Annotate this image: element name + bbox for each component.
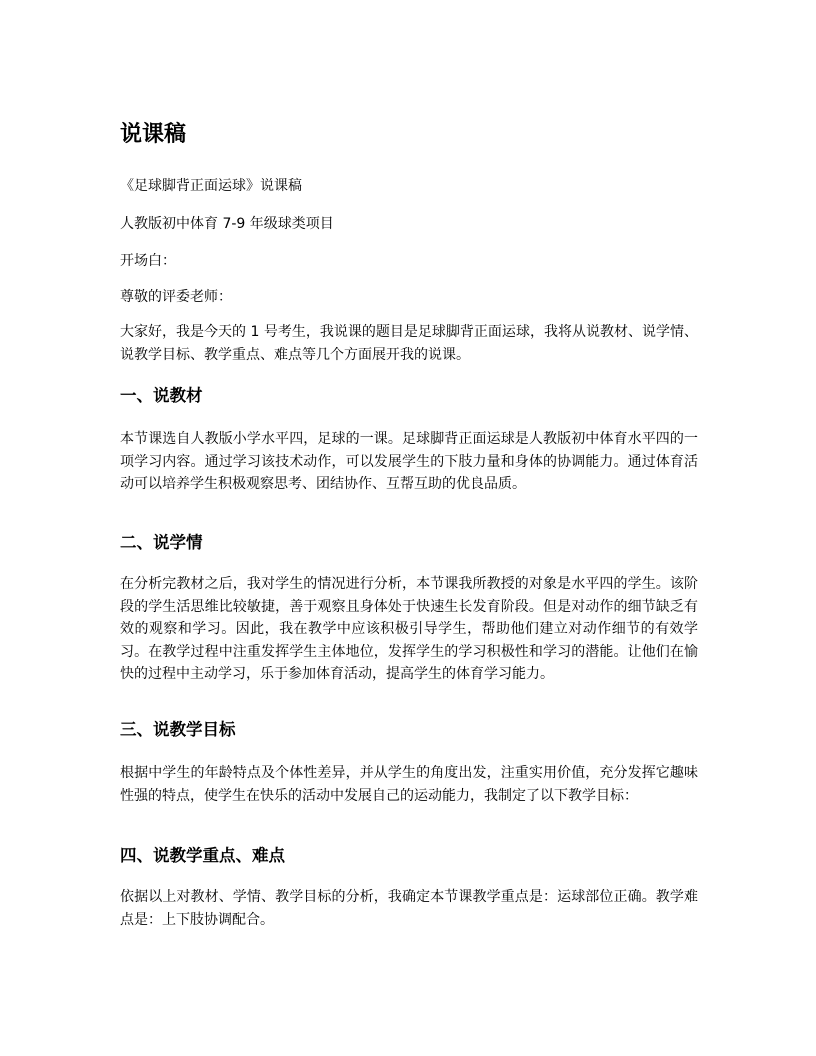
opening-label: 开场白： — [120, 253, 176, 269]
intro-paragraph: 大家好，我是今天的 1 号考生，我说课的题目是足球脚背正面运球，我将从说教材、说学情、说教学目标、教学重点、难点等几个方面展开我的说课。 — [120, 324, 698, 363]
section-body-textbook: 本节课选自人教版小学水平四，足球的一课。足球脚背正面运球是人教版初中体育水平四的一项学习内容。通过学习该技术动作，可以发展学生的下肢力量和身体的协调能力。通过体育活动可以培养学生积极观察思考、团结协作、互帮互助的优良品质。 — [120, 431, 698, 492]
section-heading-keypoints: 四、说教学重点、难点 — [120, 846, 285, 865]
greeting-line: 尊敬的评委老师： — [120, 289, 232, 305]
section-heading-textbook: 一、说教材 — [120, 386, 203, 405]
section-body-objectives: 根据中学生的年龄特点及个体性差异，并从学生的角度出发，注重实用价值，充分发挥它趣味性强的特点，使学生在快乐的活动中发展自己的运动能力，我制定了以下教学目标： — [120, 765, 698, 804]
lesson-subtitle: 《足球脚背正面运球》说课稿 — [120, 178, 302, 194]
section-body-students: 在分析完教材之后，我对学生的情况进行分析，本节课我所教授的对象是水平四的学生。该阶段的学生活思维比较敏捷，善于观察且身体处于快速生长发育阶段。但是对动作的细节缺乏有效的观察和学习。因此，我在教学中应该积极引导学生，帮助他们建立对动作细节的有效学习。在教学过程中注重发挥学生主体地位，发挥学生的学习积极性和学习的潜能。让他们在愉快的过程中主动学习，乐于参加体育活动，提高学生的体育学习能力。 — [120, 576, 698, 682]
document-title: 说课稿 — [120, 122, 187, 147]
section-heading-objectives: 三、说教学目标 — [120, 720, 236, 739]
section-body-keypoints: 依据以上对教材、学情、教学目标的分析，我确定本节课教学重点是：运球部位正确。教学难点是：上下肢协调配合。 — [120, 889, 698, 928]
section-heading-students: 二、说学情 — [120, 533, 203, 552]
edition-line: 人教版初中体育 7-9 年级球类项目 — [120, 216, 334, 232]
